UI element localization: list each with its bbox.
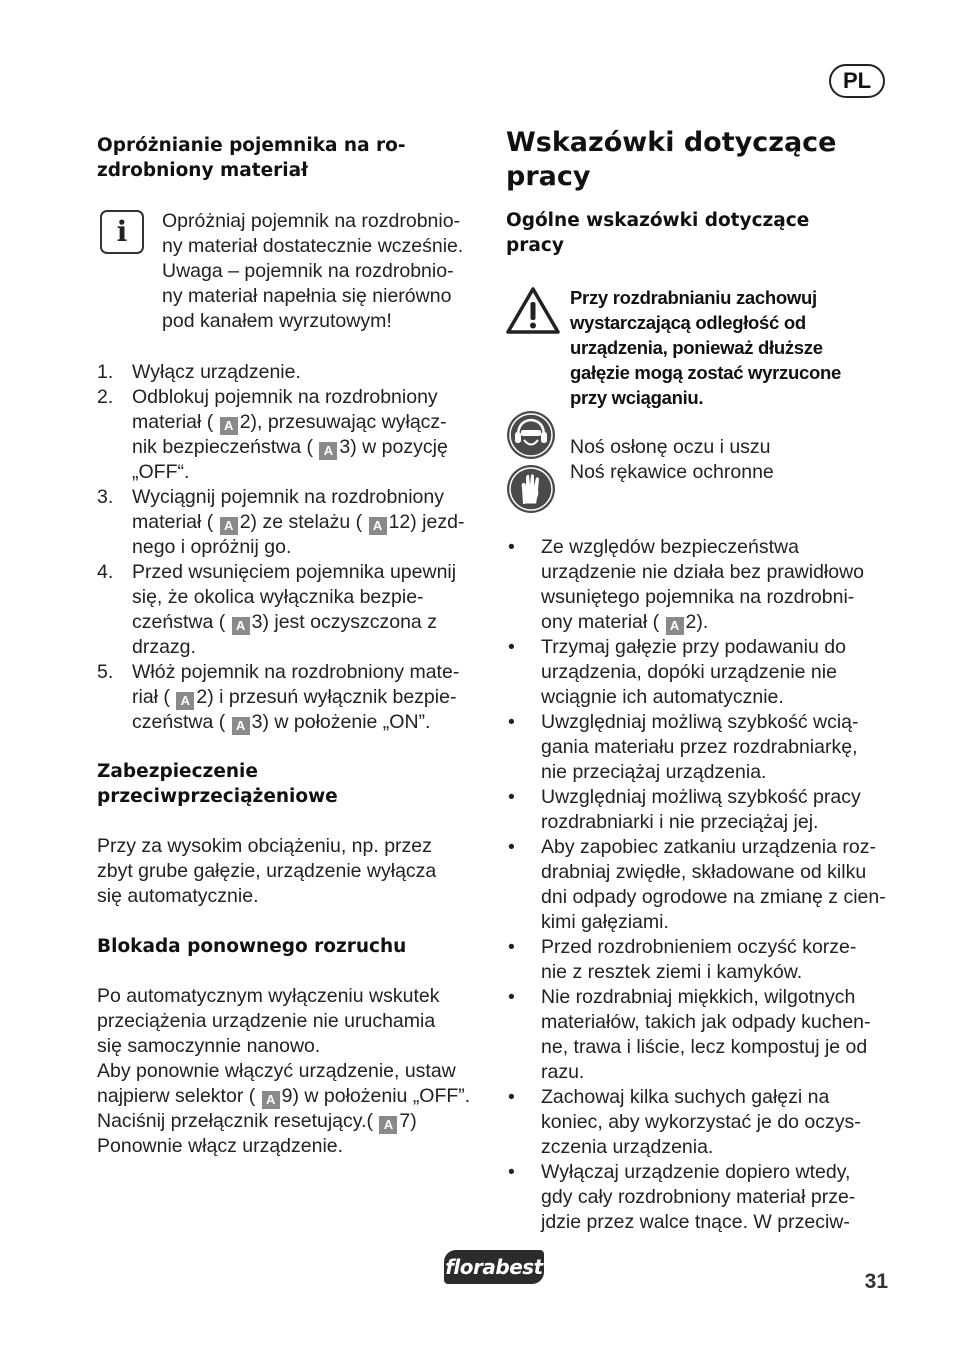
tip-text: Uwzględniaj możliwą szybkość wcią- gania materiału przez rozdrabniarkę, nie przeciążaj urządzenia. <box>541 711 859 783</box>
tip-text: Trzymaj gałęzie przy podawaniu do urządzenia, dopóki urządzenie nie wciągnie ich automatycznie. <box>541 636 846 708</box>
figure-a-ref-icon: A <box>220 517 238 535</box>
section-title-overload <box>97 759 457 809</box>
step-text: Włóż pojemnik na rozdrobniony mate- riał ( A 2) i przesuń wyłącznik bezpie- czeństwa ( A 3) w położenie „ON”. <box>132 661 460 733</box>
figure-a-ref-icon: A <box>319 442 337 460</box>
step-number: 3. <box>97 486 114 508</box>
tip-item <box>506 985 896 1085</box>
section-title-emptying <box>97 133 457 183</box>
step-item <box>97 360 497 385</box>
language-badge: PL <box>829 64 885 98</box>
tip-item <box>506 785 896 835</box>
bullet-icon: • <box>508 711 515 733</box>
figure-a-ref-icon: A <box>232 717 250 735</box>
tip-item <box>506 710 896 785</box>
warning-line: Przy rozdrabnianiu zachowuj <box>570 287 817 308</box>
bullet-icon: • <box>508 986 515 1008</box>
subsection-title <box>506 208 866 258</box>
figure-a-ref-icon: A <box>379 1116 397 1134</box>
title-line: pracy <box>506 235 564 256</box>
steps-list <box>97 360 497 735</box>
tip-text: Przed rozdrobnieniem oczyść korze- nie z resztek ziemi i kamyków. <box>541 936 857 983</box>
overload-text <box>97 834 497 909</box>
step-number: 2. <box>97 386 114 408</box>
page-number: 31 <box>864 1270 888 1293</box>
protective-gloves-icon <box>506 464 556 514</box>
bullet-icon: • <box>508 636 515 658</box>
bullet-icon: • <box>508 936 515 958</box>
bullet-icon: • <box>508 786 515 808</box>
tip-item <box>506 935 896 985</box>
figure-a-ref-icon: A <box>220 417 238 435</box>
step-item <box>97 485 497 560</box>
info-icon: i <box>100 210 144 254</box>
figure-a-ref-icon: A <box>176 692 194 710</box>
bullet-icon: • <box>508 1086 515 1108</box>
info-note <box>162 209 492 334</box>
section-title-restart-lock: Blokada ponownego rozruchu <box>97 936 407 957</box>
tip-text: Zachowaj kilka suchych gałęzi na koniec, aby wykorzystać je do oczys- zczenia urządzenia. <box>541 1086 861 1158</box>
bullet-icon: • <box>508 836 515 858</box>
step-number: 1. <box>97 361 114 383</box>
step-text: Wyciągnij pojemnik na rozdrobniony materiał ( A 2) ze stelażu ( A 12) jezd- nego i opróżnij go. <box>132 486 465 558</box>
step-item <box>97 660 497 735</box>
restart-lock-text: Po automatycznym wyłączeniu wskutek przeciążenia urządzenie nie uruchamia się samoczynnie nanowo. Aby ponownie włączyć urządzenie, ustaw najpierw selektor ( A 9) w położeniu „OFF”. Naciśnij przełącznik resetujący.( A 7) Ponownie włącz urządzenie. <box>97 985 471 1157</box>
step-text: Wyłącz urządzenie. <box>132 361 301 383</box>
warning-triangle-icon <box>505 286 561 336</box>
text-line: zbyt grube gałęzie, urządzenie wyłącza <box>97 860 437 882</box>
tip-item <box>506 835 896 935</box>
work-tips-list <box>506 535 896 1235</box>
step-text: Przed wsunięciem pojemnika upewnij się, że okolica wyłącznika bezpie- czeństwa ( A 3) jest oczyszczona z drzazg. <box>132 561 457 658</box>
warning-line: gałęzie mogą zostać wyrzucone <box>570 362 841 383</box>
step-item <box>97 560 497 660</box>
step-item <box>97 385 497 485</box>
figure-a-ref-icon: A <box>369 517 387 535</box>
main-title <box>506 126 866 194</box>
tip-item <box>506 1160 896 1235</box>
info-line: Opróżniaj pojemnik na rozdrobnio- <box>162 210 461 232</box>
text-line: się automatycznie. <box>97 885 259 907</box>
eye-ear-protection-icon <box>506 410 556 460</box>
step-number: 4. <box>97 561 114 583</box>
bullet-icon: • <box>508 536 515 558</box>
title-line: Zabezpieczenie <box>97 761 258 782</box>
step-number: 5. <box>97 661 114 683</box>
title-line: przeciwprzeciążeniowe <box>97 786 338 807</box>
bullet-icon: • <box>508 1161 515 1183</box>
ppe-text <box>570 435 890 485</box>
figure-a-ref-icon: A <box>232 617 250 635</box>
title-line: pracy <box>506 161 591 192</box>
warning-line: wystarczającą odległość od <box>570 312 806 333</box>
title-line: zdrobniony materiał <box>97 160 308 181</box>
tip-text: Uwzględniaj możliwą szybkość pracy rozdrabniarki i nie przeciążaj jej. <box>541 786 861 833</box>
info-line: Uwaga – pojemnik na rozdrobnio- <box>162 260 454 282</box>
title-line: Ogólne wskazówki dotyczące <box>506 210 810 231</box>
warning-line: przy wciąganiu. <box>570 387 704 408</box>
info-line: ny materiał napełnia się nierówno <box>162 285 452 307</box>
title-line: Wskazówki dotyczące <box>506 127 837 158</box>
ppe-line-gloves: Noś rękawice ochronne <box>570 461 774 483</box>
tip-text: Aby zapobiec zatkaniu urządzenia roz- drabniaj zwiędłe, składowane od kilku dni odpady ogrodowe na zmianę z cien- kimi gałęziami. <box>541 836 886 933</box>
tip-text: Wyłączaj urządzenie dopiero wtedy, gdy cały rozdrobniony materiał prze- jdzie przez walce tnące. W przeciw- <box>541 1161 856 1233</box>
warning-line: urządzenia, ponieważ dłuższe <box>570 337 823 358</box>
tip-item <box>506 535 896 635</box>
figure-a-ref-icon: A <box>666 617 684 635</box>
tip-item <box>506 635 896 710</box>
title-line: Opróżnianie pojemnika na ro- <box>97 135 406 156</box>
text-line: Przy za wysokim obciążeniu, np. przez <box>97 835 432 857</box>
ppe-line-eye-ear: Noś osłonę oczu i uszu <box>570 436 771 458</box>
tip-text: Ze względów bezpieczeństwa urządzenie nie działa bez prawidłowo wsuniętego pojemnika na rozdrobni- ony materiał ( A 2). <box>541 536 865 633</box>
tip-item <box>506 1085 896 1160</box>
info-line: pod kanałem wyrzutowym! <box>162 310 392 332</box>
florabest-logo: florabest <box>444 1250 544 1284</box>
figure-a-ref-icon: A <box>262 1091 280 1109</box>
step-text: Odblokuj pojemnik na rozdrobniony materiał ( A 2), przesuwając wyłącz- nik bezpieczeństwa ( A 3) w pozycję „OFF“. <box>132 386 448 483</box>
tip-text: Nie rozdrabniaj miękkich, wilgotnych materiałów, takich jak odpady kuchen- ne, trawa i liście, lecz kompostuj je od razu. <box>541 986 871 1083</box>
info-line: ny materiał dostatecznie wcześnie. <box>162 235 464 257</box>
warning-text <box>570 285 890 410</box>
